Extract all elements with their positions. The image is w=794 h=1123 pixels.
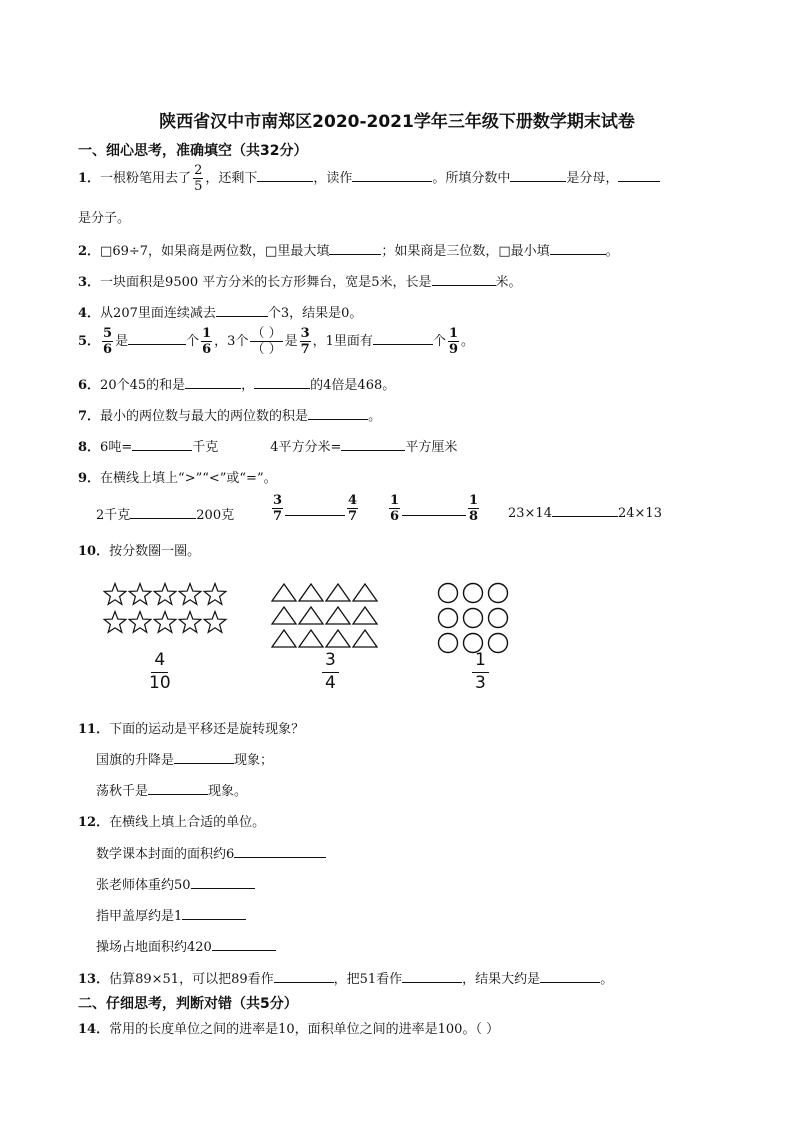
denominator: 7 bbox=[300, 342, 310, 357]
denominator: 5 bbox=[194, 179, 203, 194]
question-12-line-4 bbox=[96, 936, 276, 955]
numerator-blank[interactable]: （ ） bbox=[251, 326, 282, 341]
star-icon[interactable] bbox=[128, 610, 153, 634]
denominator-blank[interactable]: （ ） bbox=[251, 342, 282, 357]
triangle-icon[interactable] bbox=[352, 628, 379, 648]
question-12 bbox=[78, 811, 265, 830]
fraction bbox=[448, 327, 459, 356]
numerator: 1 bbox=[469, 493, 479, 508]
circle-icon[interactable] bbox=[487, 632, 512, 654]
circle-icon[interactable] bbox=[462, 607, 487, 629]
question-text: 是分母， bbox=[566, 171, 619, 186]
question-number: 13． bbox=[78, 972, 110, 987]
question-text: ，还剩下 bbox=[205, 171, 258, 186]
denominator: 8 bbox=[469, 509, 479, 524]
question-number: 3． bbox=[78, 275, 101, 290]
answer-blank[interactable] bbox=[174, 751, 234, 764]
answer-blank[interactable] bbox=[191, 876, 255, 889]
answer-blank[interactable] bbox=[352, 169, 432, 182]
answer-blank[interactable] bbox=[257, 169, 313, 182]
question-number: 4． bbox=[78, 306, 101, 321]
triangle-icon[interactable] bbox=[325, 582, 352, 602]
star-icon[interactable] bbox=[128, 582, 153, 606]
star-icon[interactable] bbox=[203, 610, 228, 634]
question-12-line-1 bbox=[96, 843, 326, 862]
question-text: 个3，结果是0。 bbox=[267, 306, 363, 321]
section-2-heading: 二、仔细思考，判断对错（共5分） bbox=[78, 996, 298, 1012]
answer-blank[interactable] bbox=[274, 970, 334, 983]
answer-blank[interactable] bbox=[148, 782, 208, 795]
question-number: 12． bbox=[78, 815, 110, 830]
question-text: 下面的运动是平移还是旋转现象？ bbox=[109, 722, 305, 737]
fraction-label-stars bbox=[149, 652, 171, 693]
question-text: ，把51看作 bbox=[333, 972, 403, 987]
question-number: 6． bbox=[78, 378, 101, 393]
fraction bbox=[193, 164, 203, 193]
question-12-line-3 bbox=[96, 905, 246, 924]
circle-icon[interactable] bbox=[437, 632, 462, 654]
answer-blank[interactable] bbox=[618, 169, 660, 182]
denominator: 7 bbox=[273, 509, 283, 524]
fraction bbox=[389, 494, 400, 523]
triangle-icon[interactable] bbox=[298, 582, 325, 602]
question-text: □69÷7，如果商是两位数，□里最大填 bbox=[100, 244, 330, 259]
question-text: 一块面积是9500 平方分米的长方形舞台，宽是5米，长是 bbox=[100, 275, 432, 290]
numerator: 1 bbox=[448, 326, 458, 341]
numerator: 2 bbox=[194, 163, 203, 178]
question-text: 国旗的升降是 bbox=[96, 753, 175, 768]
comparison-4 bbox=[508, 504, 662, 521]
numerator: 3 bbox=[300, 326, 310, 341]
fraction-label-circles bbox=[472, 652, 489, 693]
question-text: 千克 bbox=[192, 440, 219, 455]
comparison-3 bbox=[387, 494, 481, 523]
fraction-label-triangles bbox=[322, 652, 339, 693]
question-text: 一根粉笔用去了 bbox=[100, 171, 192, 186]
fraction bbox=[300, 327, 311, 356]
denominator: 3 bbox=[475, 672, 486, 693]
stars-group[interactable] bbox=[103, 582, 228, 634]
question-text: 。 bbox=[600, 972, 614, 987]
answer-blank[interactable] bbox=[128, 332, 186, 345]
compare-right: 24×13 bbox=[617, 506, 662, 521]
question-3 bbox=[78, 271, 522, 290]
question-7 bbox=[78, 405, 381, 424]
star-icon[interactable] bbox=[178, 610, 203, 634]
star-icon[interactable] bbox=[103, 610, 128, 634]
question-1 bbox=[78, 164, 660, 193]
answer-blank[interactable] bbox=[510, 169, 566, 182]
question-text: 从207里面连续减去 bbox=[100, 306, 216, 321]
question-4 bbox=[78, 302, 362, 321]
answer-blank[interactable] bbox=[308, 407, 368, 420]
page-title: 陕西省汉中市南郑区2020-2021学年三年级下册数学期末试卷 bbox=[159, 112, 635, 132]
question-text: 常用的长度单位之间的进率是10，面积单位之间的进率是100。（ ） bbox=[109, 1022, 500, 1037]
question-number: 8． bbox=[78, 440, 101, 455]
question-text: 按分数圈一圈。 bbox=[109, 544, 201, 559]
comparison-1 bbox=[96, 504, 234, 523]
question-text: 6吨= bbox=[100, 440, 133, 455]
answer-blank[interactable] bbox=[550, 242, 606, 255]
question-text: 数学课本封面的面积约6 bbox=[96, 847, 235, 862]
answer-blank[interactable] bbox=[402, 515, 466, 516]
fraction bbox=[102, 327, 113, 356]
answer-blank[interactable] bbox=[432, 273, 496, 286]
numerator: 3 bbox=[322, 652, 339, 673]
answer-blank[interactable] bbox=[329, 242, 381, 255]
denominator: 7 bbox=[348, 509, 358, 524]
question-text: ；如果商是三位数，□最小填 bbox=[381, 244, 550, 259]
circle-icon[interactable] bbox=[437, 582, 462, 604]
question-number: 10． bbox=[78, 544, 110, 559]
question-text: 是 bbox=[115, 334, 129, 349]
question-text: 。 bbox=[605, 244, 619, 259]
answer-blank[interactable] bbox=[216, 304, 268, 317]
question-13 bbox=[78, 968, 613, 987]
question-text: 米。 bbox=[495, 275, 522, 290]
question-14 bbox=[78, 1018, 499, 1037]
compare-left: 23×14 bbox=[508, 506, 552, 521]
question-text: 现象。 bbox=[208, 784, 248, 799]
answer-blank[interactable] bbox=[132, 438, 192, 451]
answer-blank[interactable] bbox=[254, 376, 310, 389]
circle-icon[interactable] bbox=[487, 582, 512, 604]
triangle-icon[interactable] bbox=[298, 628, 325, 648]
circles-group[interactable] bbox=[437, 582, 512, 654]
star-icon[interactable] bbox=[203, 582, 228, 606]
question-text: 。所填分数中 bbox=[432, 171, 511, 186]
triangle-icon[interactable] bbox=[352, 582, 379, 602]
question-text: ， bbox=[241, 378, 255, 393]
question-8 bbox=[78, 436, 457, 455]
question-number: 9． bbox=[78, 471, 101, 486]
fraction-blank[interactable] bbox=[250, 327, 282, 356]
triangle-icon[interactable] bbox=[271, 605, 298, 625]
question-text: 估算89×51，可以把89看作 bbox=[109, 972, 274, 987]
question-9 bbox=[78, 467, 277, 486]
question-text: 最小的两位数与最大的两位数的积是 bbox=[100, 409, 309, 424]
compare-left: 2千克 bbox=[96, 508, 131, 523]
numerator: 1 bbox=[202, 326, 212, 341]
star-icon[interactable] bbox=[178, 582, 203, 606]
question-number: 11． bbox=[78, 722, 110, 737]
star-icon[interactable] bbox=[153, 582, 178, 606]
answer-blank[interactable] bbox=[540, 970, 600, 983]
question-text: 是 bbox=[284, 334, 298, 349]
question-text: 4平方分米= bbox=[270, 440, 342, 455]
question-11-line-2 bbox=[96, 780, 247, 799]
question-text: ，3个 bbox=[214, 334, 249, 349]
question-2 bbox=[78, 240, 619, 259]
question-number: 5． bbox=[78, 334, 101, 349]
question-text: ，1里面有 bbox=[312, 334, 373, 349]
numerator: 3 bbox=[273, 493, 283, 508]
answer-blank[interactable] bbox=[185, 376, 241, 389]
fraction bbox=[468, 494, 479, 523]
comparison-2 bbox=[270, 494, 360, 523]
question-text: 的4倍是468。 bbox=[310, 378, 396, 393]
triangle-icon[interactable] bbox=[325, 628, 352, 648]
question-text: ，读作 bbox=[313, 171, 353, 186]
triangles-group[interactable] bbox=[271, 582, 379, 648]
triangle-icon[interactable] bbox=[325, 605, 352, 625]
question-text: 20个45的和是 bbox=[100, 378, 186, 393]
numerator: 1 bbox=[472, 652, 489, 673]
question-number: 1． bbox=[78, 171, 101, 186]
question-6 bbox=[78, 374, 395, 393]
question-number: 7． bbox=[78, 409, 101, 424]
question-5 bbox=[78, 327, 474, 356]
question-11-line-1 bbox=[96, 749, 273, 768]
question-text: ，结果大约是 bbox=[462, 972, 541, 987]
star-icon[interactable] bbox=[103, 582, 128, 606]
answer-blank[interactable] bbox=[130, 506, 196, 519]
answer-blank[interactable] bbox=[212, 938, 276, 951]
denominator: 4 bbox=[325, 672, 336, 693]
question-1-cont: 是分子。 bbox=[78, 211, 131, 226]
section-1-heading: 一、细心思考，准确填空（共32分） bbox=[78, 143, 308, 159]
circle-icon[interactable] bbox=[462, 582, 487, 604]
circle-icon[interactable] bbox=[487, 607, 512, 629]
triangle-icon[interactable] bbox=[271, 582, 298, 602]
compare-right: 200克 bbox=[196, 508, 235, 523]
denominator: 9 bbox=[448, 342, 458, 357]
numerator: 4 bbox=[348, 493, 358, 508]
numerator: 4 bbox=[151, 652, 168, 673]
question-10 bbox=[78, 540, 200, 559]
question-12-line-2 bbox=[96, 874, 255, 893]
answer-blank[interactable] bbox=[552, 504, 618, 517]
numerator: 5 bbox=[103, 326, 113, 341]
answer-blank[interactable] bbox=[234, 845, 326, 858]
question-text: 指甲盖厚约是1 bbox=[96, 909, 183, 924]
question-text: 个 bbox=[186, 334, 200, 349]
answer-blank[interactable] bbox=[402, 970, 462, 983]
circle-icon[interactable] bbox=[437, 607, 462, 629]
answer-blank[interactable] bbox=[373, 332, 433, 345]
question-text: 个 bbox=[432, 334, 446, 349]
question-number: 2． bbox=[78, 244, 101, 259]
triangle-icon[interactable] bbox=[271, 628, 298, 648]
question-text: 在横线上填上“>”“<”或“=”。 bbox=[100, 471, 277, 486]
question-text: 平方厘米 bbox=[405, 440, 458, 455]
triangle-icon[interactable] bbox=[298, 605, 325, 625]
star-icon[interactable] bbox=[153, 610, 178, 634]
denominator: 6 bbox=[103, 342, 113, 357]
triangle-icon[interactable] bbox=[352, 605, 379, 625]
question-text: 。 bbox=[368, 409, 382, 424]
numerator: 1 bbox=[390, 493, 400, 508]
question-text: 荡秋千是 bbox=[96, 784, 149, 799]
denominator: 6 bbox=[202, 342, 212, 357]
question-text: 张老师体重约50 bbox=[96, 878, 191, 893]
answer-blank[interactable] bbox=[182, 907, 246, 920]
question-number: 14． bbox=[78, 1022, 110, 1037]
question-text: 在横线上填上合适的单位。 bbox=[109, 815, 266, 830]
fraction bbox=[272, 494, 283, 523]
question-text: 。 bbox=[461, 334, 475, 349]
fraction bbox=[347, 494, 358, 523]
question-text: 操场占地面积约420 bbox=[96, 940, 212, 955]
answer-blank[interactable] bbox=[285, 515, 345, 516]
denominator: 10 bbox=[149, 672, 171, 693]
question-text: 现象； bbox=[234, 753, 274, 768]
fraction bbox=[201, 327, 212, 356]
answer-blank[interactable] bbox=[341, 438, 405, 451]
question-11 bbox=[78, 718, 304, 737]
denominator: 6 bbox=[390, 509, 400, 524]
